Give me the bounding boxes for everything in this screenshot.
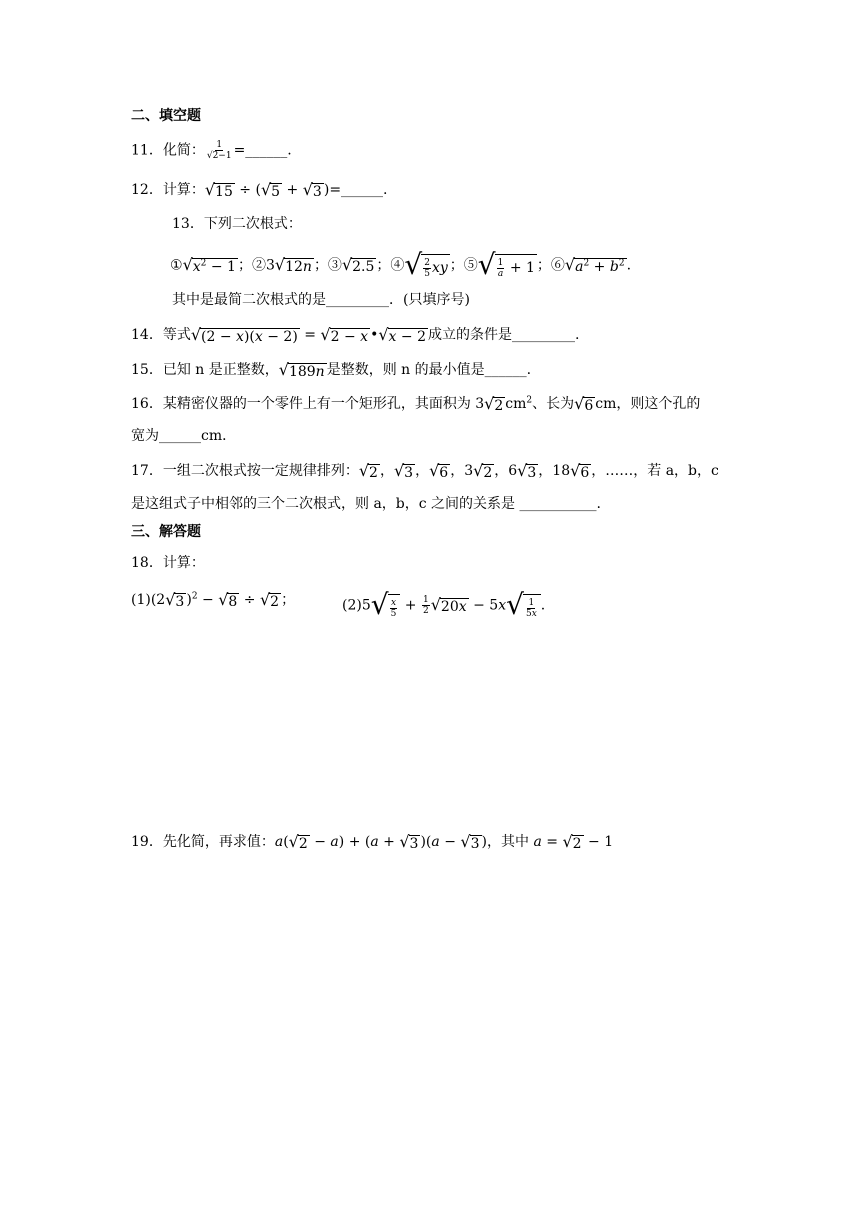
question-18-part2: (2)5 √ $\frac{x}{5}$ + $\frac{1}{2}$ √ 20x − 5x √ $\frac{1}{5x}$ . (342, 588, 546, 621)
question-16-line2: 宽为______cm． (131, 428, 237, 444)
question-13-prompt: 其中是最简二次根式的是_________．(只填序号) (172, 292, 470, 308)
q11-prefix: 11．化简： (131, 142, 205, 159)
question-11 (131, 140, 292, 161)
q12-prefix: 12．计算： (131, 182, 205, 198)
question-17: 17．一组二次根式按一定规律排列： √ 2 ， √ 3 ， √ 6 ，3 √ 2 ，6 √ 3 ，18 √ 6 ，……，若 a，b，c (131, 460, 719, 481)
question-17-line2: 是这组式子中相邻的三个二次根式，则 a，b，c 之间的关系是 ___________. (131, 496, 601, 512)
q11-answer-blank: =______. (233, 142, 292, 159)
question-15: 15．已知 n 是正整数， √ 189n 是整数，则 n 的最小值是______. (131, 359, 532, 380)
section-title-fill-blank: 二、填空题 (131, 108, 201, 124)
question-19: 19．先化简，再求值：a( √ 2 − a) + (a + √ 3 )(a − √ 3 )，其中 a = √ 2 − 1 (131, 831, 614, 852)
question-16: 16．某精密仪器的一个零件上有一个矩形孔，其面积为 3 √ 2 $cm^2$、长为 √ 6 cm，则这个孔的 (131, 393, 701, 414)
question-13-intro: 13．下列二次根式： (172, 216, 302, 232)
q12-expression: √ 15 ÷ ( √ 5 + √ 3 ) (204, 179, 330, 200)
question-13-radicals: ① √ $x^2 - 1$ ；②3 √ 12n ；③ √ 2.5 ；④ √ $\frac{2}{5}$ xy ；⑤ √ $\frac{1}{a}$ + 1 ；⑥ √ $a^2 + b^2$ . (170, 248, 632, 281)
question-12 (131, 180, 388, 200)
q12-answer-blank: =______. (329, 182, 388, 198)
question-18-intro: 18．计算： (131, 555, 205, 571)
question-14: 14．等式 √ (2 − x)(x − 2) = √ 2 − x • √ x − 2 成立的条件是_________. (131, 324, 580, 345)
question-18-part1: (1)(2 √ 3 )$^2$ − √ 8 ÷ √ 2 ； (131, 589, 296, 610)
q11-fraction: $\frac{1}{√2-1}$ (206, 140, 232, 161)
section-title-solve: 三、解答题 (131, 524, 201, 540)
